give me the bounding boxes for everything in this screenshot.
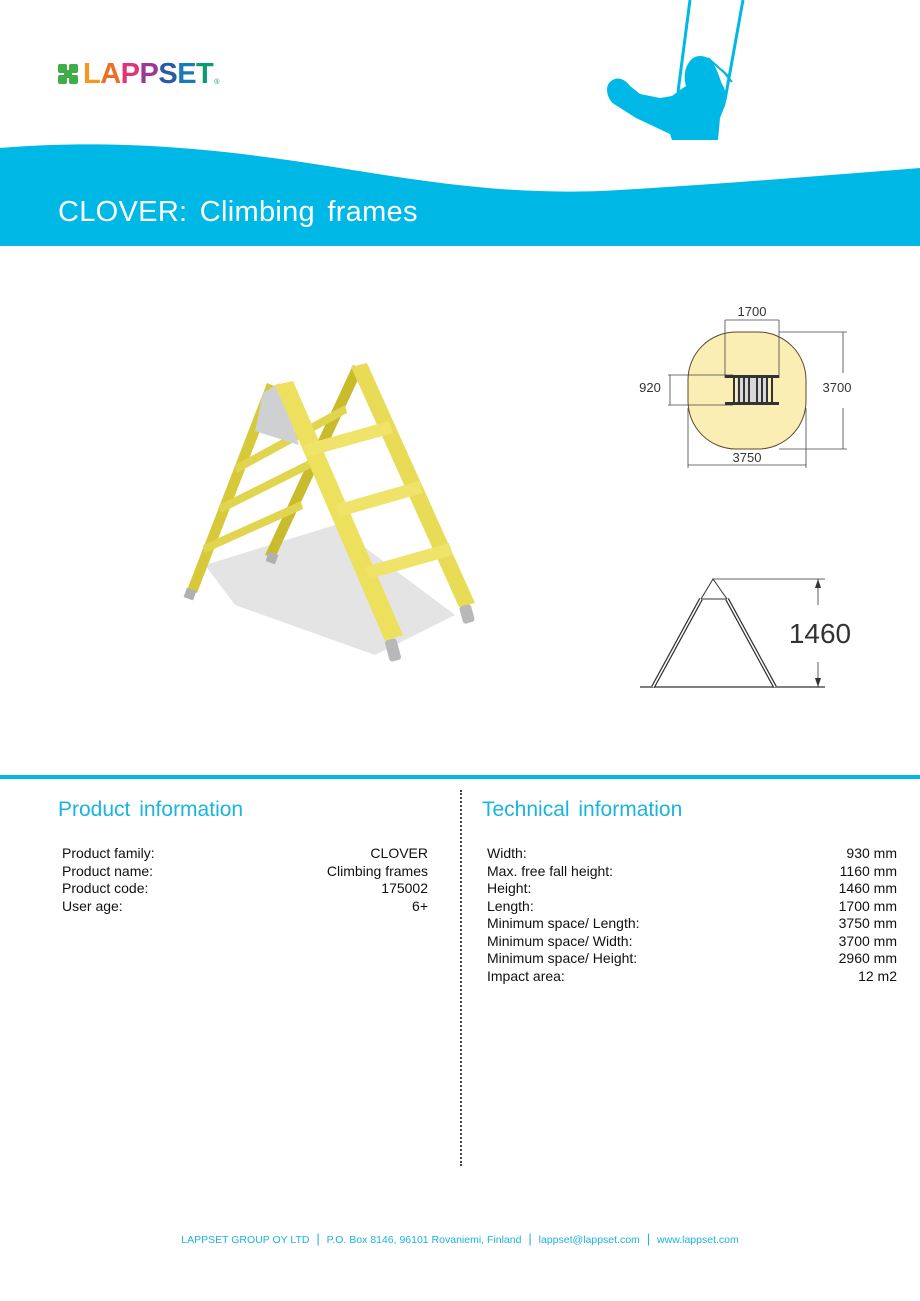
dim-1700: 1700 — [737, 304, 767, 319]
section-divider — [0, 775, 920, 779]
column-separator — [460, 790, 462, 1166]
info-row-product-family — [62, 845, 428, 863]
technical-info-heading: Technical information — [482, 798, 683, 821]
top-view-drawing — [625, 298, 865, 473]
row-label: Height: — [487, 880, 532, 896]
info-row-product-code — [62, 880, 428, 898]
row-value: 12 m2 — [858, 967, 897, 984]
tech-row-min-space-length — [487, 915, 897, 933]
row-value: 930 mm — [846, 845, 897, 861]
technical-info-table — [487, 845, 897, 985]
footer-website-link[interactable]: www.lappset.com — [657, 1234, 739, 1246]
footer-address: P.O. Box 8146, 96101 Rovaniemi, Finland — [326, 1234, 522, 1246]
row-value: CLOVER — [370, 845, 428, 861]
dim-920: 920 — [639, 380, 661, 395]
info-row-product-name — [62, 863, 428, 881]
info-row-user-age — [62, 898, 428, 916]
product-rendering — [175, 355, 505, 675]
footer-company: LAPPSET GROUP OY LTD — [181, 1234, 310, 1246]
row-label: Product code: — [62, 880, 149, 896]
tech-row-min-space-width — [487, 933, 897, 951]
row-label: Minimum space/ Length: — [487, 915, 640, 931]
row-value: 6+ — [412, 897, 428, 914]
side-view-drawing — [635, 570, 875, 695]
clover-icon — [57, 63, 79, 85]
tech-row-width — [487, 845, 897, 863]
row-value: 1700 mm — [838, 897, 897, 914]
row-label: User age: — [62, 897, 123, 914]
row-value: 175002 — [381, 880, 428, 896]
lappset-logo — [57, 60, 219, 88]
product-info-heading: Product information — [58, 798, 244, 821]
tech-row-length — [487, 898, 897, 916]
row-label: Width: — [487, 845, 527, 861]
row-value: 3750 mm — [838, 915, 897, 931]
row-label: Max. free fall height: — [487, 862, 614, 879]
row-label: Product name: — [62, 862, 154, 879]
row-label: Length: — [487, 897, 534, 914]
row-value: Climbing frames — [326, 862, 428, 879]
row-value: 3700 mm — [838, 932, 897, 949]
tech-row-height — [487, 880, 897, 898]
dim-3750: 3750 — [732, 450, 762, 465]
row-label: Minimum space/ Width: — [487, 932, 633, 949]
page-title: CLOVER: Climbing frames — [58, 196, 418, 228]
dim-3700: 3700 — [822, 380, 852, 395]
row-label: Impact area: — [487, 967, 565, 984]
footer-separator: | — [316, 1231, 320, 1246]
tech-row-min-space-height — [487, 950, 897, 968]
row-value: 1160 mm — [839, 862, 897, 879]
logo-wordmark: LAPPSET — [83, 58, 214, 90]
row-label: Minimum space/ Height: — [487, 950, 638, 966]
footer-email-link[interactable]: lappset@lappset.com — [538, 1234, 640, 1246]
footer-separator: | — [646, 1231, 651, 1246]
tech-row-impact-area — [487, 968, 897, 986]
footer — [0, 1231, 920, 1246]
product-info-table — [62, 845, 428, 915]
tech-row-max-free-fall-height — [487, 863, 897, 881]
swing-girl-silhouette — [600, 0, 750, 142]
footer-separator: | — [528, 1231, 532, 1246]
row-value: 1460 mm — [838, 880, 897, 896]
row-label: Product family: — [62, 845, 155, 861]
dim-1460: 1460 — [788, 618, 852, 649]
row-value: 2960 mm — [838, 950, 897, 966]
registered-mark: ® — [214, 79, 220, 86]
